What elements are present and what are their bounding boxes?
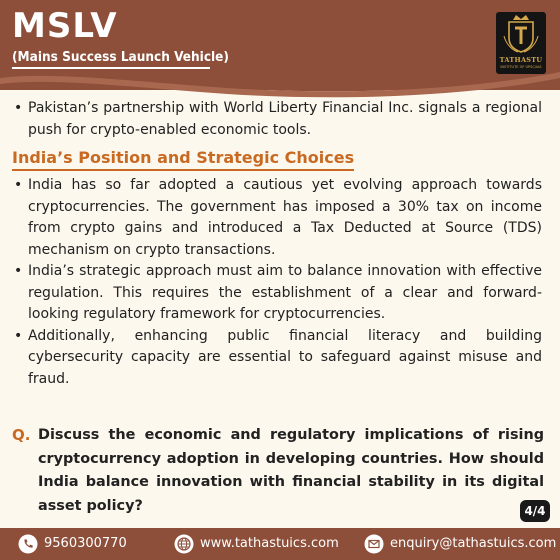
section-bullet: • Additionally, enhancing public financial literacy and building cybersecurity capacity are essential to safeguard against misuse and fraud. xyxy=(12,326,542,391)
footer-website-link[interactable]: www.tathastuics.com xyxy=(200,536,339,551)
subtitle-underline xyxy=(12,67,210,69)
header-banner xyxy=(0,0,560,90)
page-number-badge: 4/4 xyxy=(520,500,550,522)
section-heading: India’s Position and Strategic Choices xyxy=(12,147,354,171)
question-text: Discuss the economic and regulatory implications of rising cryptocurrency adoption in developing countries. How should India balance innovation with financial stability in its digital asset policy? xyxy=(38,427,544,514)
section-bullet: • India has so far adopted a cautious yet evolving approach towards cryptocurrencies. The government has imposed a 30% tax on income from crypto gains and introduced a Tax Deducted at Source (TDS) mechanism on crypto transactions. xyxy=(12,175,542,261)
page-title: MSLV xyxy=(12,6,118,46)
content-body xyxy=(12,98,542,390)
crown-shield-icon xyxy=(496,12,546,56)
tathastu-logo xyxy=(496,12,546,74)
globe-icon xyxy=(174,534,194,554)
logo-text: TATHASTU xyxy=(499,56,543,64)
logo-subtext: INSTITUTE OF UPSC/IAS xyxy=(500,65,542,69)
email-icon xyxy=(364,534,384,554)
question-block xyxy=(12,424,544,518)
footer-email-link[interactable]: enquiry@tathastuics.com xyxy=(390,536,557,551)
phone-icon xyxy=(18,534,38,554)
page-subtitle: (Mains Success Launch Vehicle) xyxy=(12,49,229,65)
footer-bar xyxy=(0,528,560,560)
intro-bullet: • Pakistan’s partnership with World Liberty Financial Inc. signals a regional push for crypto-enabled economic tools. xyxy=(12,98,542,141)
footer-phone[interactable]: 9560300770 xyxy=(44,536,127,551)
section-bullet: • India’s strategic approach must aim to balance innovation with effective regulation. This requires the establishment of a clear and forward-looking regulatory framework for cryptocurrencies. xyxy=(12,261,542,326)
question-marker: Q. xyxy=(12,426,31,444)
